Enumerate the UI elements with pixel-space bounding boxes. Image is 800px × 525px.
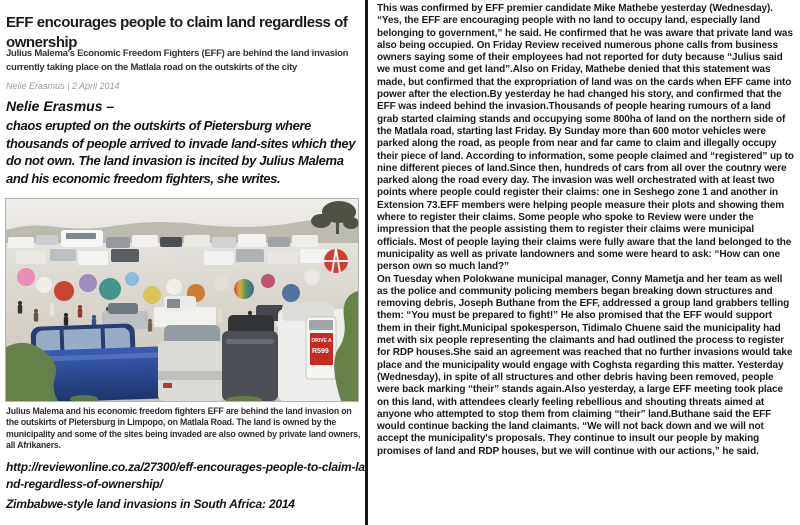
photo-haze (6, 199, 358, 401)
drive-sign-line1: DRIVE A (311, 338, 332, 344)
article-body (377, 3, 794, 458)
article-subtitle: Julius Malema's Economic Freedom Fighters (EFF) are behind the land invasion currently taking place on the Matlala road on the outskirts of the city (6, 48, 349, 73)
article-headline: EFF encourages people to claim land regardless of ownership (6, 14, 348, 52)
column-divider (365, 0, 368, 525)
footer-note: Zimbabwe-style land invasions in South Africa: 2014 (6, 497, 295, 511)
drive-sign-line2: R599 (312, 348, 329, 355)
lead-author: Nelie Erasmus – (6, 98, 115, 114)
body-paragraph-1: This was confirmed by EFF premier candidate Mike Mathebe yesterday (Wednesday). “Yes, the EFF are encouraging people with no land to occupy land, especially land belonging to government,” he said. He confirmed that he was aware that private land was also being occupied. On Friday Review received numerous phone calls from business owners saying some of their employees had not reported for duty because “Julius said we must come and get land”.Also on Friday, Mathebe denied that this statement was made, but confirmed that the expropriation of land was on the cards when EFF came into power after the election.By yesterday he had changed his story, and confirmed that the EFF was indeed behind the invasion.Thousands of people hearing rumours of a land grab started claiming stands and occupying some 800ha of land on the northern side of the Matlala road, starting last Friday. By Sunday more than 600 motor vehicles were parked along the road, as people from near and far came to claim and illegally occupy their piece of land. According to information, some people claimed and “registered” up to nine different pieces of land.Since then, hundreds of cars from all over the coutnry were parked along the road every day. The invasion was well orchestrated with at least two points where people could register their claims: one in Seshego zone 1 and another in Extension 73.EFF members were helping people measure their plots and showing them where to register their claims. Some people who spoke to Review were under the impression that the people assisting them to register their claims were municipal officials. Most of people laying their claims were fully aware that the land belonged to the municipality as well as private landowners and some were heard to ask: “How can one person own so much land?” (377, 3, 794, 273)
article-url-link[interactable]: http://reviewonline.co.za/27300/eff-encourages-people-to-claim-land-regardless-of-ownership/ (6, 460, 365, 491)
lead-paragraph: chaos erupted on the outskirts of Pietersburg where thousands of people arrived to invade land-sites which they do not own. The land invasion is incited by Julius Malema and his economic freedom fighters, she writes. (6, 118, 356, 186)
photo-caption: Julius Malema and his economic freedom fighters EFF are behind the land invasion on the outskirts of Pietersburg in Limpopo, on Matlala Road. The land is owned by the municipality and some of the sites being invaded are also owned by private land owners, all Afrikaners. (6, 406, 361, 450)
land-invasion-photo (5, 198, 359, 402)
body-paragraph-2: On Tuesday when Polokwane municipal manager, Conny Mametja and her team as well as the police and community policing members began breaking down structures and removing debris, Joseph Buthane from the EFF, addressed a group land grabbers telling them: “You must be prepared to fight!” He also promised that the EFF would support them in their fight.Municipal spokesperson, Tidimalo Chuene said the municipality had met with six people representing the claimants and had outlined the process to register for RDP houses.She said an agreement was reached that no further invasions would take place and the municipality would engage with Coghsta regarding this matter. Yesterday (Wednesday), in spite of all structures and other debris having been removed, people were back marking “their” stands again.Also yesterday, a large EFF meeting took place on this land, with attendees clearly feeling rebellious and shouting threats aimed at anyone who attempted to stop them from claiming “their” land.Buthane said the EFF would continue backing the land claimants. “We will not back down and we will not accept the municipality's proposals. They continue to insult our people by making promises of land and RDP houses, but we will continue with our actions,” he said. (377, 273, 793, 457)
article-byline: Nelie Erasmus | 2 April 2014 (6, 81, 120, 91)
